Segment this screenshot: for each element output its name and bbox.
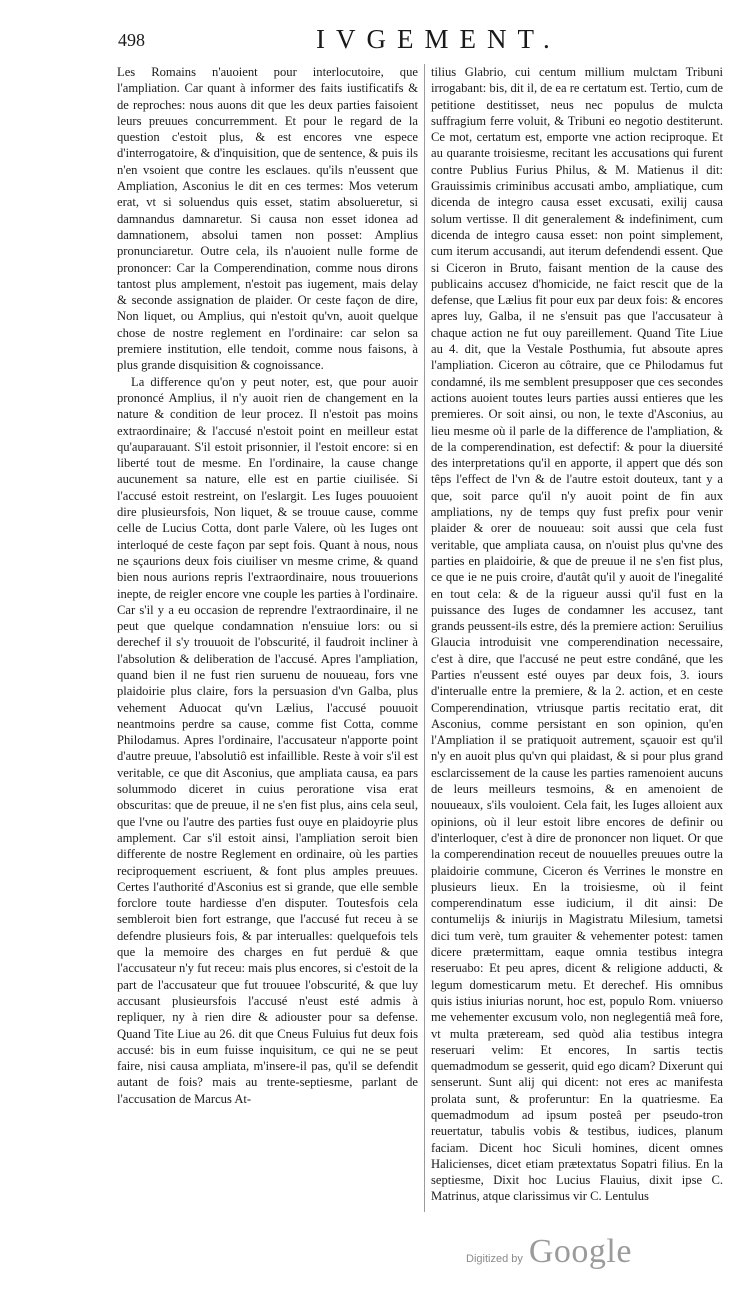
left-column xyxy=(117,64,418,1107)
right-paragraph-1: tilius Glabrio, cui centum millium mulctam Tribuni irrogabant: bis, dit il, de ea re certatum est. Tertio, cum de petitione destitisset, neus nec populus de mulcta suffragium ferre voluit, & Tribuni eo negotio destiterunt. Ce mot, certatum est, emporte vne action reciproque. Et au quarante troisiesme, recitant les accusations qui furent contre Publius Furius Philus, & M. Matienus il dit: Grauissimis criminibus accusati ambo, ampliatique, cum dicenda de integro causa esset excusati, exilij causa solum vertisse. Il dit generalement & indefiniment, cum dicenda de integro causa esset: non point simplement, cum iterum accusandi, aut iterum defendendi essent. Que si Ciceron in Bruto, faisant mention de la cause des publicains accusez d'homicide, ne faict rescit que de la defense, que Lælius fit pour eux par deux fois: & encores apres luy, Galba, il ne s'ensuit pas que l'accusateur à chaque action ne fut ouy pareillement. Quand Tite Liue au 4. dit, que la Vestale Posthumia, fut absoute apres l'ampliation. Ciceron au côtraire, que ce Philodamus fut condamné, ils me semblent presupposer que ces secondes actions auoient toutes leurs parties aussi entieres que les premieres. Or soit ainsi, ou non, le texte d'Asconius, au lieu mesme où il parle de la difference de l'ampliation, & de la comperendination, est defectif: & pour la diuersité des interpretations qu'il en apporte, il appert que dés son têps l'effect de l'vn & de l'autre estoit douteux, tant y a que, soit parce qu'il n'y auoit point de fin aux ampliations, ny de temps quy fust prefix pour venir plaider & orer de nouueau: soit aussi que cela fust veritable, que ampliata causa, on n'ouist plus qu'vne des parties en plaidoirie, & que de preuue il ne s'en fist plus, ce que ie ne puis croire, d'autât qu'il y auoit de l'inegalité en tout cela: & de la rigueur aussi qu'il fust en la puissance des Iuges de condamner les accusez, tant grands peussent-ils estre, dés la premiere action: Seruilius Glaucia introduisit vne comperendination necessaire, c'est à dire, que l'accusé ne peut estre condâné, que les Parties n'eussent esté ouyes par deux fois, 3. iours d'interualle entre la premiere, & la 2. action, et en ceste Comperendination, vtriusque partis recitatio erat, dit Asconius, comme persistant en son opinion, qu'en l'Ampliation il se pratiquoit autrement, sçauoir est qu'il n'y en auoit plus qu'vn qui plaidast, & si pour plus grand esclarcissement de la cause les parties ramenoient aucuns de leurs meilleurs tesmoins, & en amenoient de nouueaux, s'ils vouloient. Cela fait, les Iuges alloient aux opinions, où il leur estoit libre encores de definir ou d'interloquer, c'est à dire de prononcer non liquet. Or que la comperendination receut de nouuelles preuues outre la plaidoirie commune, Ciceron és Verrines le monstre en plusieurs lieux. En la troisiesme, où il feint comperendinatum esse iudicium, il dit ainsi: De contumelijs & iniurijs in Magistratu Milesium, tametsi dici tum verè, tum grauiter & vehementer potest: tamen dicere prætermittam, eaque omnia testibus integra reseruabo: Et peu apres, dicent & religione adducti, & legum domesticarum metu. Et derechef. His omnibus quis istius iniurias norunt, hoc est, populo Rom. vniuerso me vehementer excusum volo, non neglegentiâ meâ fore, vt multa præteream, sed quòd alia testibus integra reseruari velim: Et encores, In sartis tectis quemadmodum se gesserit, quid ego dicam? Dixerunt qui senserunt. Sunt alij qui dicent: not eres ac manifesta prolata sunt, & proferuntur: En la quatriesme. Ea quemadmodum ad ipsum posteâ per pseudo-tron reuertatur, tabulis vobis & testibus, iudices, planum faciam. Dicent hoc Siculi homines, dicent omnes Halicienses, dicet etiam prætextatus Sopatri filius. En la septiesme, Dixit hoc Lucius Flauius, dixit ipse C. Matrinus, atque clarissimus vir C. Lentulus xyxy=(431,65,723,1204)
column-divider xyxy=(424,64,425,1212)
running-title: IVGEMENT. xyxy=(316,24,561,54)
page-number: 498 xyxy=(118,30,145,50)
left-paragraph-2: La difference qu'on y peut noter, est, que pour auoir prononcé Amplius, il n'y auoit rien de changement en la nature & condition de leur procez. Il n'estoit pas moins extraordinaire; & l'accusé n'estoit point en meilleur estat qu'auparauant. S'il estoit prisonnier, il l'estoit encore: si en liberté tout de mesme. En l'ordinaire, la cause change aucunement sa nature, elle est en partie ciuilisée. Si l'accusé estoit restreint, on l'eslargit. Les Iuges pouuoient dire plusieursfois, Non liquet, & se trouue cause, comme celle de Lucius Cotta, dont parle Valere, où les Iuges ont interloqué de ceste façon par sept fois. Quant à nous, nous ne sçaurions deux fois ciuiliser vn mesme crime, & quand bien nous aurions repris l'extraordinaire, nous trouuerions inepte, de reigler encore vne couple les parties à l'ordinaire. Car s'il y a eu occasion de reprendre l'extraordinaire, il ne peut que quelque condamnation n'ensuiue lors: ou si derechef il s'y trouuoit de l'obscurité, il faudroit incliner à l'absolution & deliberation de l'accusé. Apres l'ampliation, quand bien il ne fust rien suruenu de nouueau, fors vne plaidoirie plus claire, fors la persuasion d'vn Galba, plus vehement Aduocat qu'vn Lælius, l'accusé pouuoit neantmoins perdre sa cause, comme fist Cotta, comme Philodamus. Apres l'ordinaire, l'accusateur n'apporte point d'autre preuue, l'absolutiô est infaillible. Reste à voir s'il est veritable, ce que dit Asconius, que ampliata causa, ea pars solummodo diceret in cuius peroratione visa erat obscuritas: que de preuue, il ne s'en fist plus, ains cela seul, que l'vne ou l'autre des parties fust ouye en plaidoyrie plus amplement. Car s'il estoit ainsi, l'ampliation seroit bien differente de nostre Reglement en ordinaire, où les parties reciproquement escriuent, & font plus amples preuues. Certes l'authorité d'Asconius est si grande, que elle semble forclore toute hardiesse d'en disputer. Toutesfois cela sembleroit bien fort estrange, que l'accusé fut receu à se defendre plusieurs fois, & par interualles: quelquefois tels que la memoire des charges en fut perduë & que l'accusateur n'y fut receu: mais plus encores, si c'estoit de la part de l'accusateur que fut trouuee l'obscurité, & que luy accusant plusieursfois l'accusé n'eust esté admis à repliquer, ny à rien dire & adiouster pour sa defense. Quand Tite Liue au 26. dit que Cneus Fuluius fut deux fois accusé: bis in eum fuisse inquisitum, ce qui ne se peut faire, nisi causa ampliata, m'insere-il pas, qu'il se defendit autant de fois? mais au trente-septiesme, parlant de l'accusation de Marcus At- xyxy=(117,374,418,1106)
google-logo: Google xyxy=(528,1233,632,1270)
watermark-small-text: Digitized by xyxy=(466,1253,523,1265)
right-column xyxy=(431,64,723,1205)
digitized-watermark xyxy=(466,1233,632,1271)
left-paragraph-1: Les Romains n'auoient pour interlocutoire, que l'ampliation. Car quant à informer des faits iustificatifs & de reproches: nous auons dit que les deux parties faisoient leurs preuues concurremment. Et pour le regard de la question c'estoit plus, & est encores vne espece d'interrogatoire, & d'inquisition, que de sentence, & puis ils n'en vsoient que contre les esclaues. qu'ils n'eussent que Ampliation, Asconius le dit en ces termes: Mos veterum erat, vt si soluendus quis esset, statim absolueretur, si damnandus damnaretur. Si causa non esset idonea ad damnationem, absolui tamen non posset: Amplius pronunciaretur. Outre cela, ils n'auoient nulle forme de prononcer: Car la Comperendination, comme nous dirons tantost plus amplement, n'estoit pas iugement, mais delay & seconde assignation de plaider. Or ceste façon de dire, Non liquet, ou Amplius, qui n'estoit qu'vn, auoit quelque chose de nostre reglement en l'ordinaire: car selon sa premiere institution, elle tendoit, comme nous faisons, à plus grande disquisition & cognoissance. xyxy=(117,65,418,373)
